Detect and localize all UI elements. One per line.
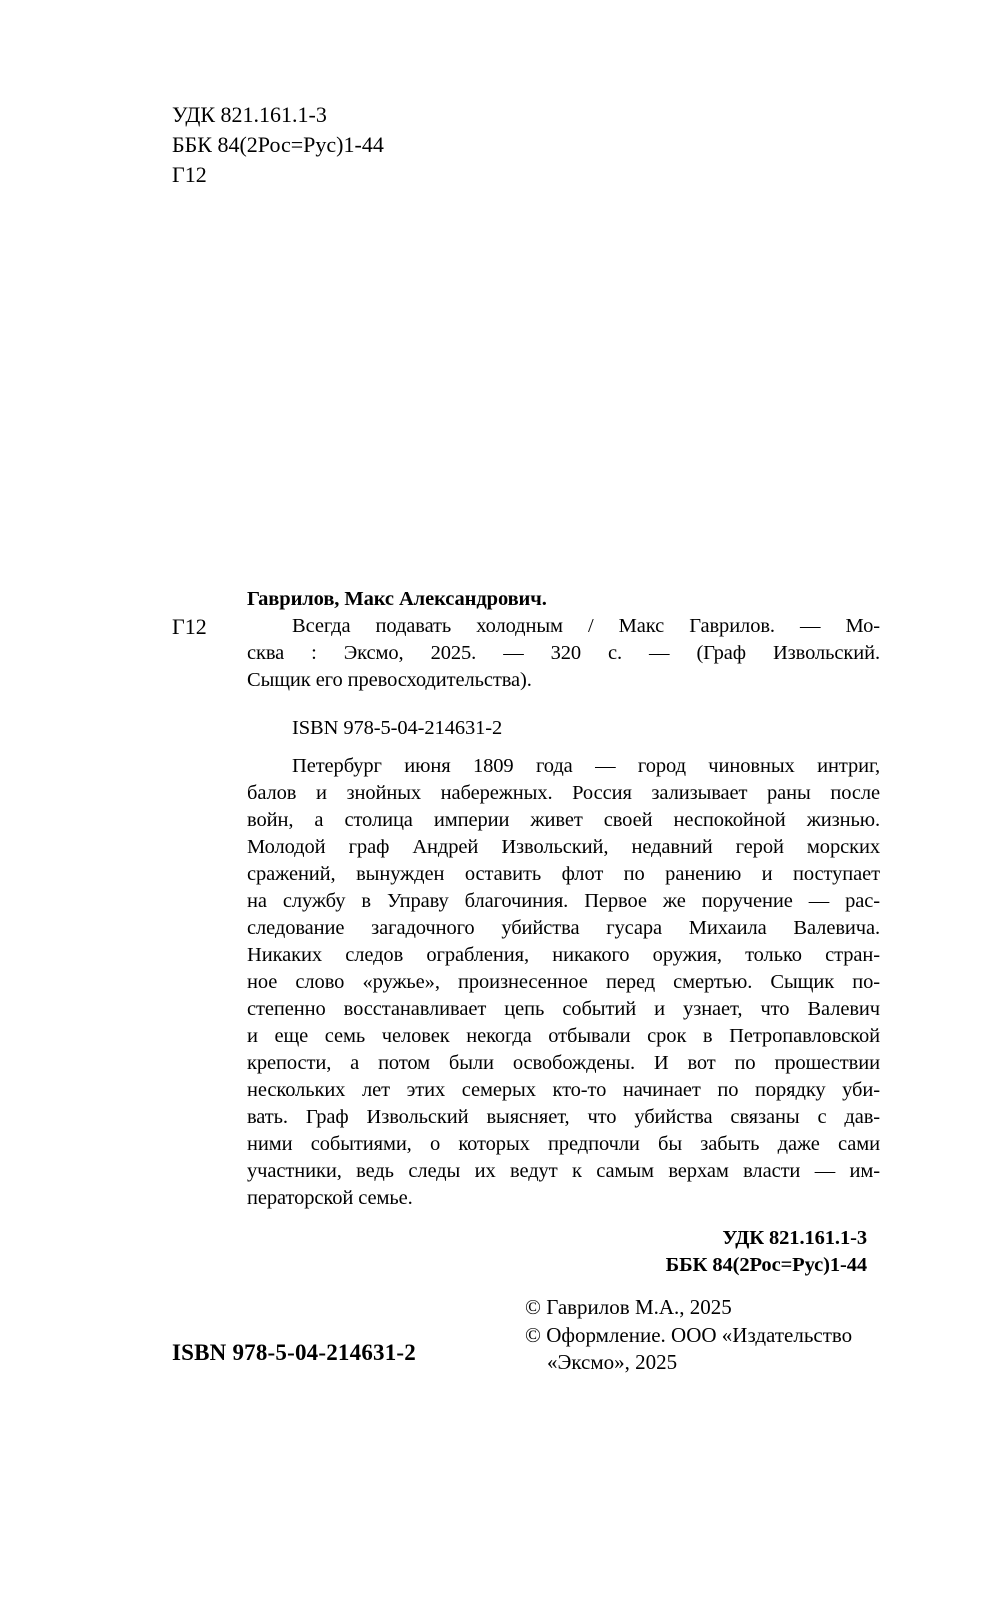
author-heading: Гаврилов, Макс Александрович. [247,588,547,610]
annotation-line: балов и знойных набережных. Россия зализывает раны после [247,782,880,804]
annotation-line: войн, а столица империи живет своей неспокойной жизнью. [247,809,880,831]
annotation-line: ператорской семье. [247,1187,413,1209]
bbk-code: ББК 84(2Рос=Рус)1-44 [665,1254,867,1276]
udk-code: УДК 821.161.1-3 [172,102,327,127]
udk-code: УДК 821.161.1-3 [722,1227,867,1249]
bibliographic-card [247,586,880,1279]
annotation-line: Молодой граф Андрей Извольский, недавний герой морских [247,836,880,858]
annotation-line: участники, ведь следы их ведут к самым верхам власти — им- [247,1160,880,1182]
isbn-line: ISBN 978-5-04-214631-2 [292,717,503,739]
annotation-line: сражений, вынужден оставить флот по ранению и поступает [247,863,880,885]
annotation-line: и еще семь человек некогда отбывали срок в Петропавловской [247,1025,880,1047]
annotation-line: Никаких следов ограбления, никакого оружия, только стран- [247,944,880,966]
annotation-line: вать. Граф Извольский выясняет, что убийства связаны с дав- [247,1106,880,1128]
author-sign-code: Г12 [172,162,207,187]
description-line: Всегда подавать холодным / Макс Гаврилов. — Мо- [292,615,880,637]
description-line: сква : Эксмо, 2025. — 320 с. — (Граф Извольский. [247,642,880,664]
right-classification-block [247,1225,880,1279]
annotation-line: ное слово «ружье», произнесенное перед смертью. Сыщик по- [247,971,880,993]
annotation-line: на службу в Управу благочиния. Первое же поручение — рас- [247,890,880,912]
annotation-line: ними событиями, о которых предпочли бы забыть даже сами [247,1133,880,1155]
bbk-code: ББК 84(2Рос=Рус)1-44 [172,132,384,157]
bottom-isbn: ISBN 978-5-04-214631-2 [172,1340,416,1365]
annotation-line: крепости, а потом были освобождены. И вот по прошествии [247,1052,880,1074]
margin-author-sign: Г12 [172,614,207,639]
copyright-line: © Оформление. ООО «Издательство [525,1322,853,1347]
annotation-line: следование загадочного убийства гусара Михаила Валевича. [247,917,880,939]
annotation-line: нескольких лет этих семерых кто-то начинает по порядку уби- [247,1079,880,1101]
copyright-block [525,1294,852,1377]
copyright-line: © Гаврилов М.А., 2025 [525,1295,732,1319]
annotation-line: степенно восстанавливает цепь событий и узнает, что Валевич [247,998,880,1020]
top-classification-block [172,100,384,190]
copyright-line: «Эксмо», 2025 [547,1350,678,1374]
description-line: Сыщик его превосходительства). [247,669,532,691]
annotation-line: Петербург июня 1809 года — город чиновных интриг, [292,755,880,777]
annotation-text [247,753,880,1212]
